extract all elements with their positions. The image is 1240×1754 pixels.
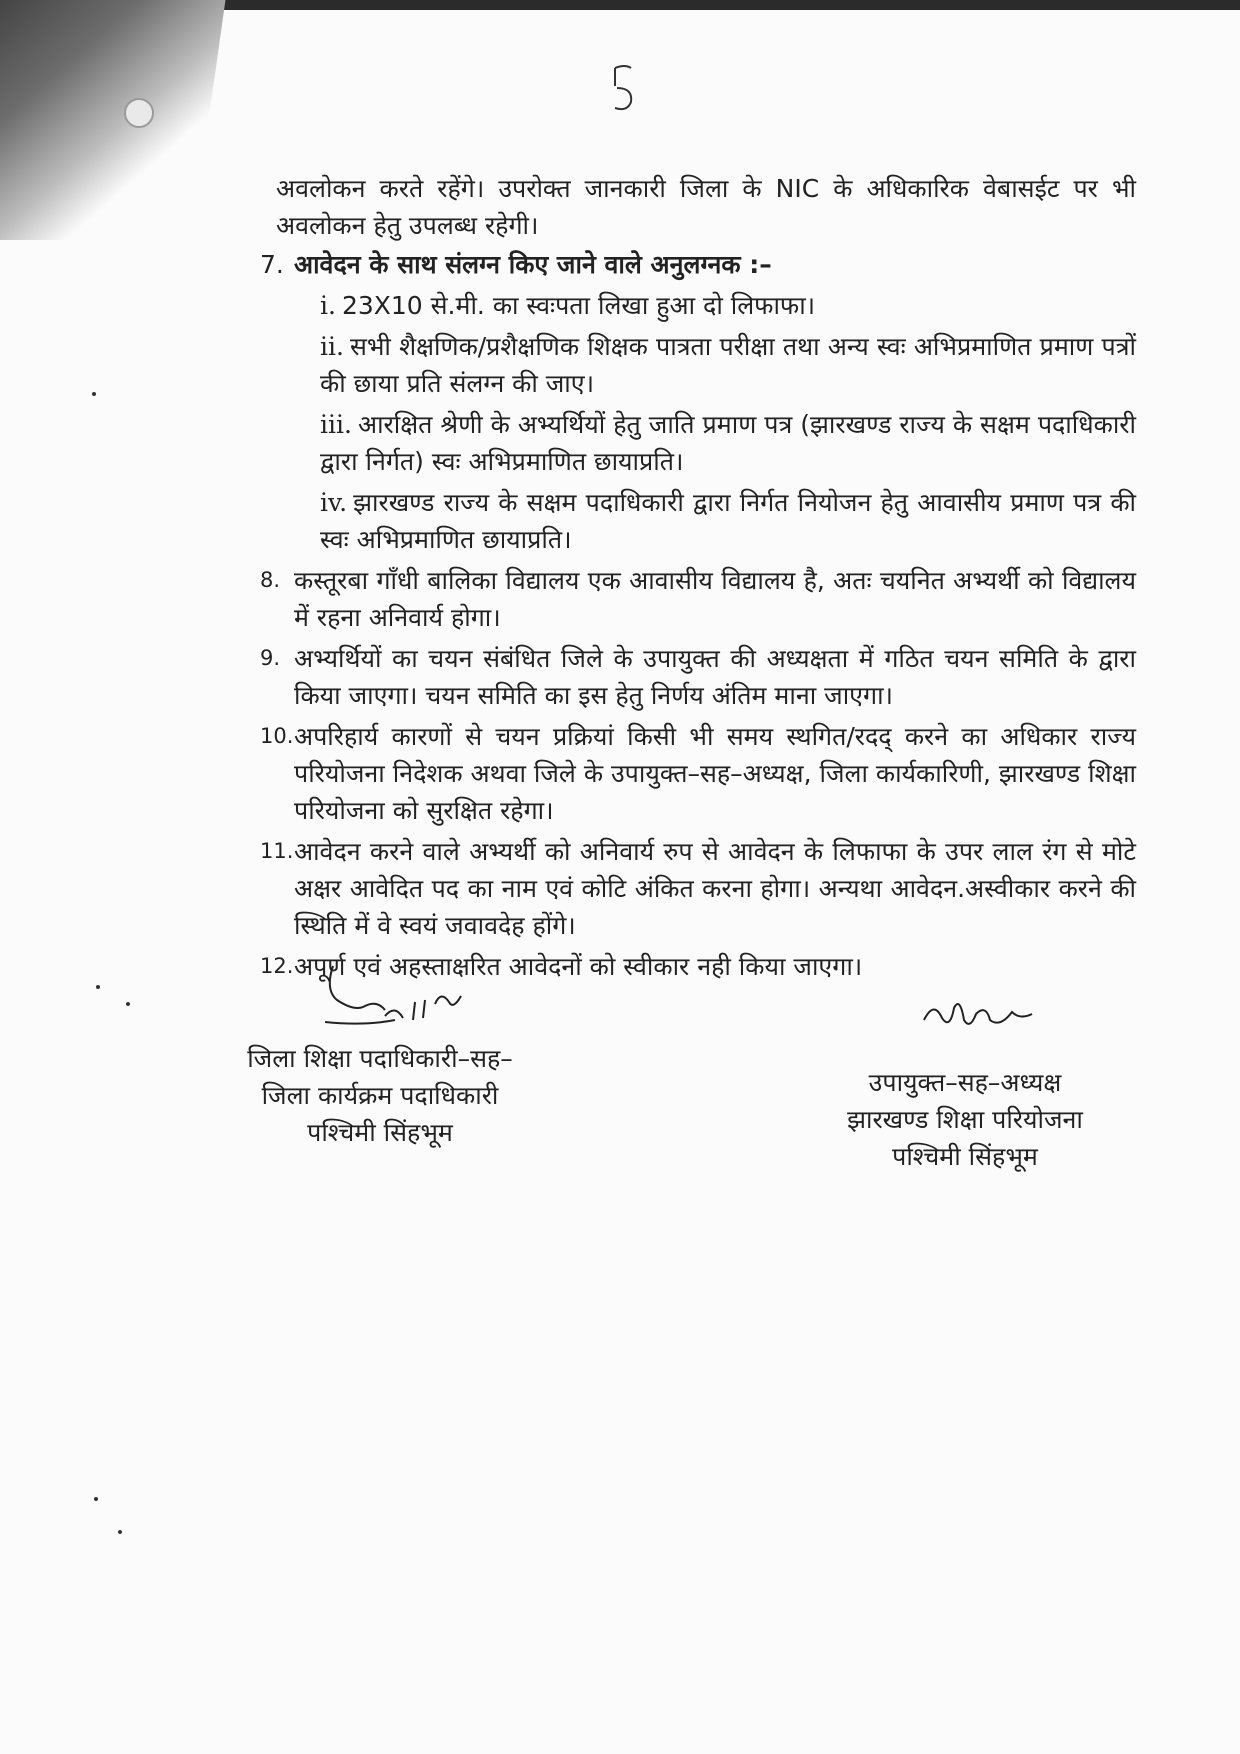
- right-signatory: [815, 1064, 1115, 1175]
- item-text: अभ्यर्थियों का चयन संबंधित जिले के उपायुक्त की अध्यक्षता में गठित चयन समिति के द्वारा किया जाएगा। चयन समिति का इस हेतु निर्णय अंतिम माना जाएगा।: [294, 644, 1136, 710]
- left-signatory-line1: जिला शिक्षा पदाधिकारी–सह–: [247, 1044, 513, 1073]
- item-number: 12.: [260, 954, 294, 978]
- document-body: [260, 170, 1136, 985]
- section-7-subitem: [320, 406, 1136, 480]
- page-fold-shadow: [0, 0, 228, 240]
- subitem-text: झारखण्ड राज्य के सक्षम पदाधिकारी द्वारा निर्गत नियोजन हेतु आवासीय प्रमाण पत्र की स्वः अभिप्रमाणित छायाप्रति।: [320, 488, 1136, 554]
- scan-speck: [94, 1497, 98, 1501]
- item-text: अपरिहार्य कारणों से चयन प्रक्रियां किसी भी समय स्थगित/रदद् करने का अधिकार राज्य परियोजना निदेशक अथवा जिले के उपायुक्त–सह–अध्यक्ष, जिला कार्यकारिणी, झारखण्ड शिक्षा परियोजना को सुरक्षित रहेगा।: [294, 722, 1136, 825]
- item-number: 11.: [260, 839, 294, 863]
- punch-hole: [124, 98, 154, 128]
- scan-speck: [92, 392, 96, 396]
- numbered-item: [260, 640, 1136, 714]
- right-signature-icon: [920, 990, 1040, 1040]
- page-number-ink: [605, 58, 645, 118]
- subitem-text: 23X10 से.मी. का स्वःपता लिखा हुआ दो लिफाफा।: [341, 291, 816, 320]
- item-number: 9.: [260, 646, 281, 670]
- section-7-subitem: [320, 287, 1136, 324]
- section-7-heading: [260, 246, 1136, 283]
- signature-block: [0, 960, 1240, 1180]
- numbered-item: [260, 562, 1136, 636]
- section-7-subitem: [320, 328, 1136, 402]
- right-signatory-line2: झारखण्ड शिक्षा परियोजना: [847, 1105, 1083, 1134]
- left-signatory: [215, 1040, 545, 1151]
- scan-speck: [96, 985, 100, 989]
- left-signatory-line3: पश्चिमी सिंहभूम: [307, 1118, 453, 1147]
- item-number: 10.: [260, 724, 294, 748]
- scan-speck: [118, 1530, 122, 1534]
- subitem-text: सभी शैक्षणिक/प्रशैक्षणिक शिक्षक पात्रता परीक्षा तथा अन्य स्वः अभिप्रमाणित प्रमाण पत्रों की छाया प्रति संलग्न की जाए।: [320, 332, 1136, 398]
- handwritten-page-number: [605, 58, 645, 118]
- left-signatory-line2: जिला कार्यक्रम पदाधिकारी: [261, 1081, 499, 1110]
- item-number: 8.: [260, 568, 281, 592]
- item-text: आवेदन करने वाले अभ्यर्थी को अनिवार्य रुप से आवेदन के लिफाफा के उपर लाल रंग से मोटे अक्षर आवेदित पद का नाम एवं कोटि अंकित करना होगा। अन्यथा आवेदन.अस्वीकार करने की स्थिति में वे स्वयं जवावदेह होंगे।: [294, 837, 1136, 940]
- left-signature-icon: [325, 960, 505, 1040]
- numbered-item: [260, 833, 1136, 944]
- right-signatory-line3: पश्चिमी सिंहभूम: [892, 1142, 1038, 1171]
- right-signatory-line1: उपायुक्त–सह–अध्यक्ष: [868, 1068, 1062, 1097]
- item-text: कस्तूरबा गाँधी बालिका विद्यालय एक आवासीय विद्यालय है, अतः चयनित अभ्यर्थी को विद्यालय में रहना अनिवार्य होगा।: [294, 566, 1136, 632]
- subitem-label: iii.: [320, 410, 352, 439]
- item-text: अपूर्ण एवं अहस्ताक्षरित आवेदनों को स्वीकार नही किया जाएगा।: [294, 952, 863, 981]
- scan-speck: [126, 1002, 130, 1006]
- subitem-label: ii.: [320, 332, 344, 361]
- section-7-title: आवेदन के साथ संलग्न किए जाने वाले अनुलग्नक :–: [294, 250, 772, 279]
- subitem-text: आरक्षित श्रेणी के अभ्यर्थियों हेतु जाति प्रमाण पत्र (झारखण्ड राज्य के सक्षम पदाधिकारी द्वारा निर्गत) स्वः अभिप्रमाणित छायाप्रति।: [320, 410, 1136, 476]
- subitem-label: i.: [320, 291, 336, 320]
- section-7-subitem: [320, 484, 1136, 558]
- section-7-number: 7.: [260, 250, 284, 279]
- continuation-paragraph: अवलोकन करते रहेंगे। उपरोक्त जानकारी जिला के NIC के अधिकारिक वेबासईट पर भी अवलोकन हेतु उपलब्ध रहेगी।: [276, 174, 1136, 240]
- subitem-label: iv.: [320, 488, 348, 517]
- numbered-item: [260, 718, 1136, 829]
